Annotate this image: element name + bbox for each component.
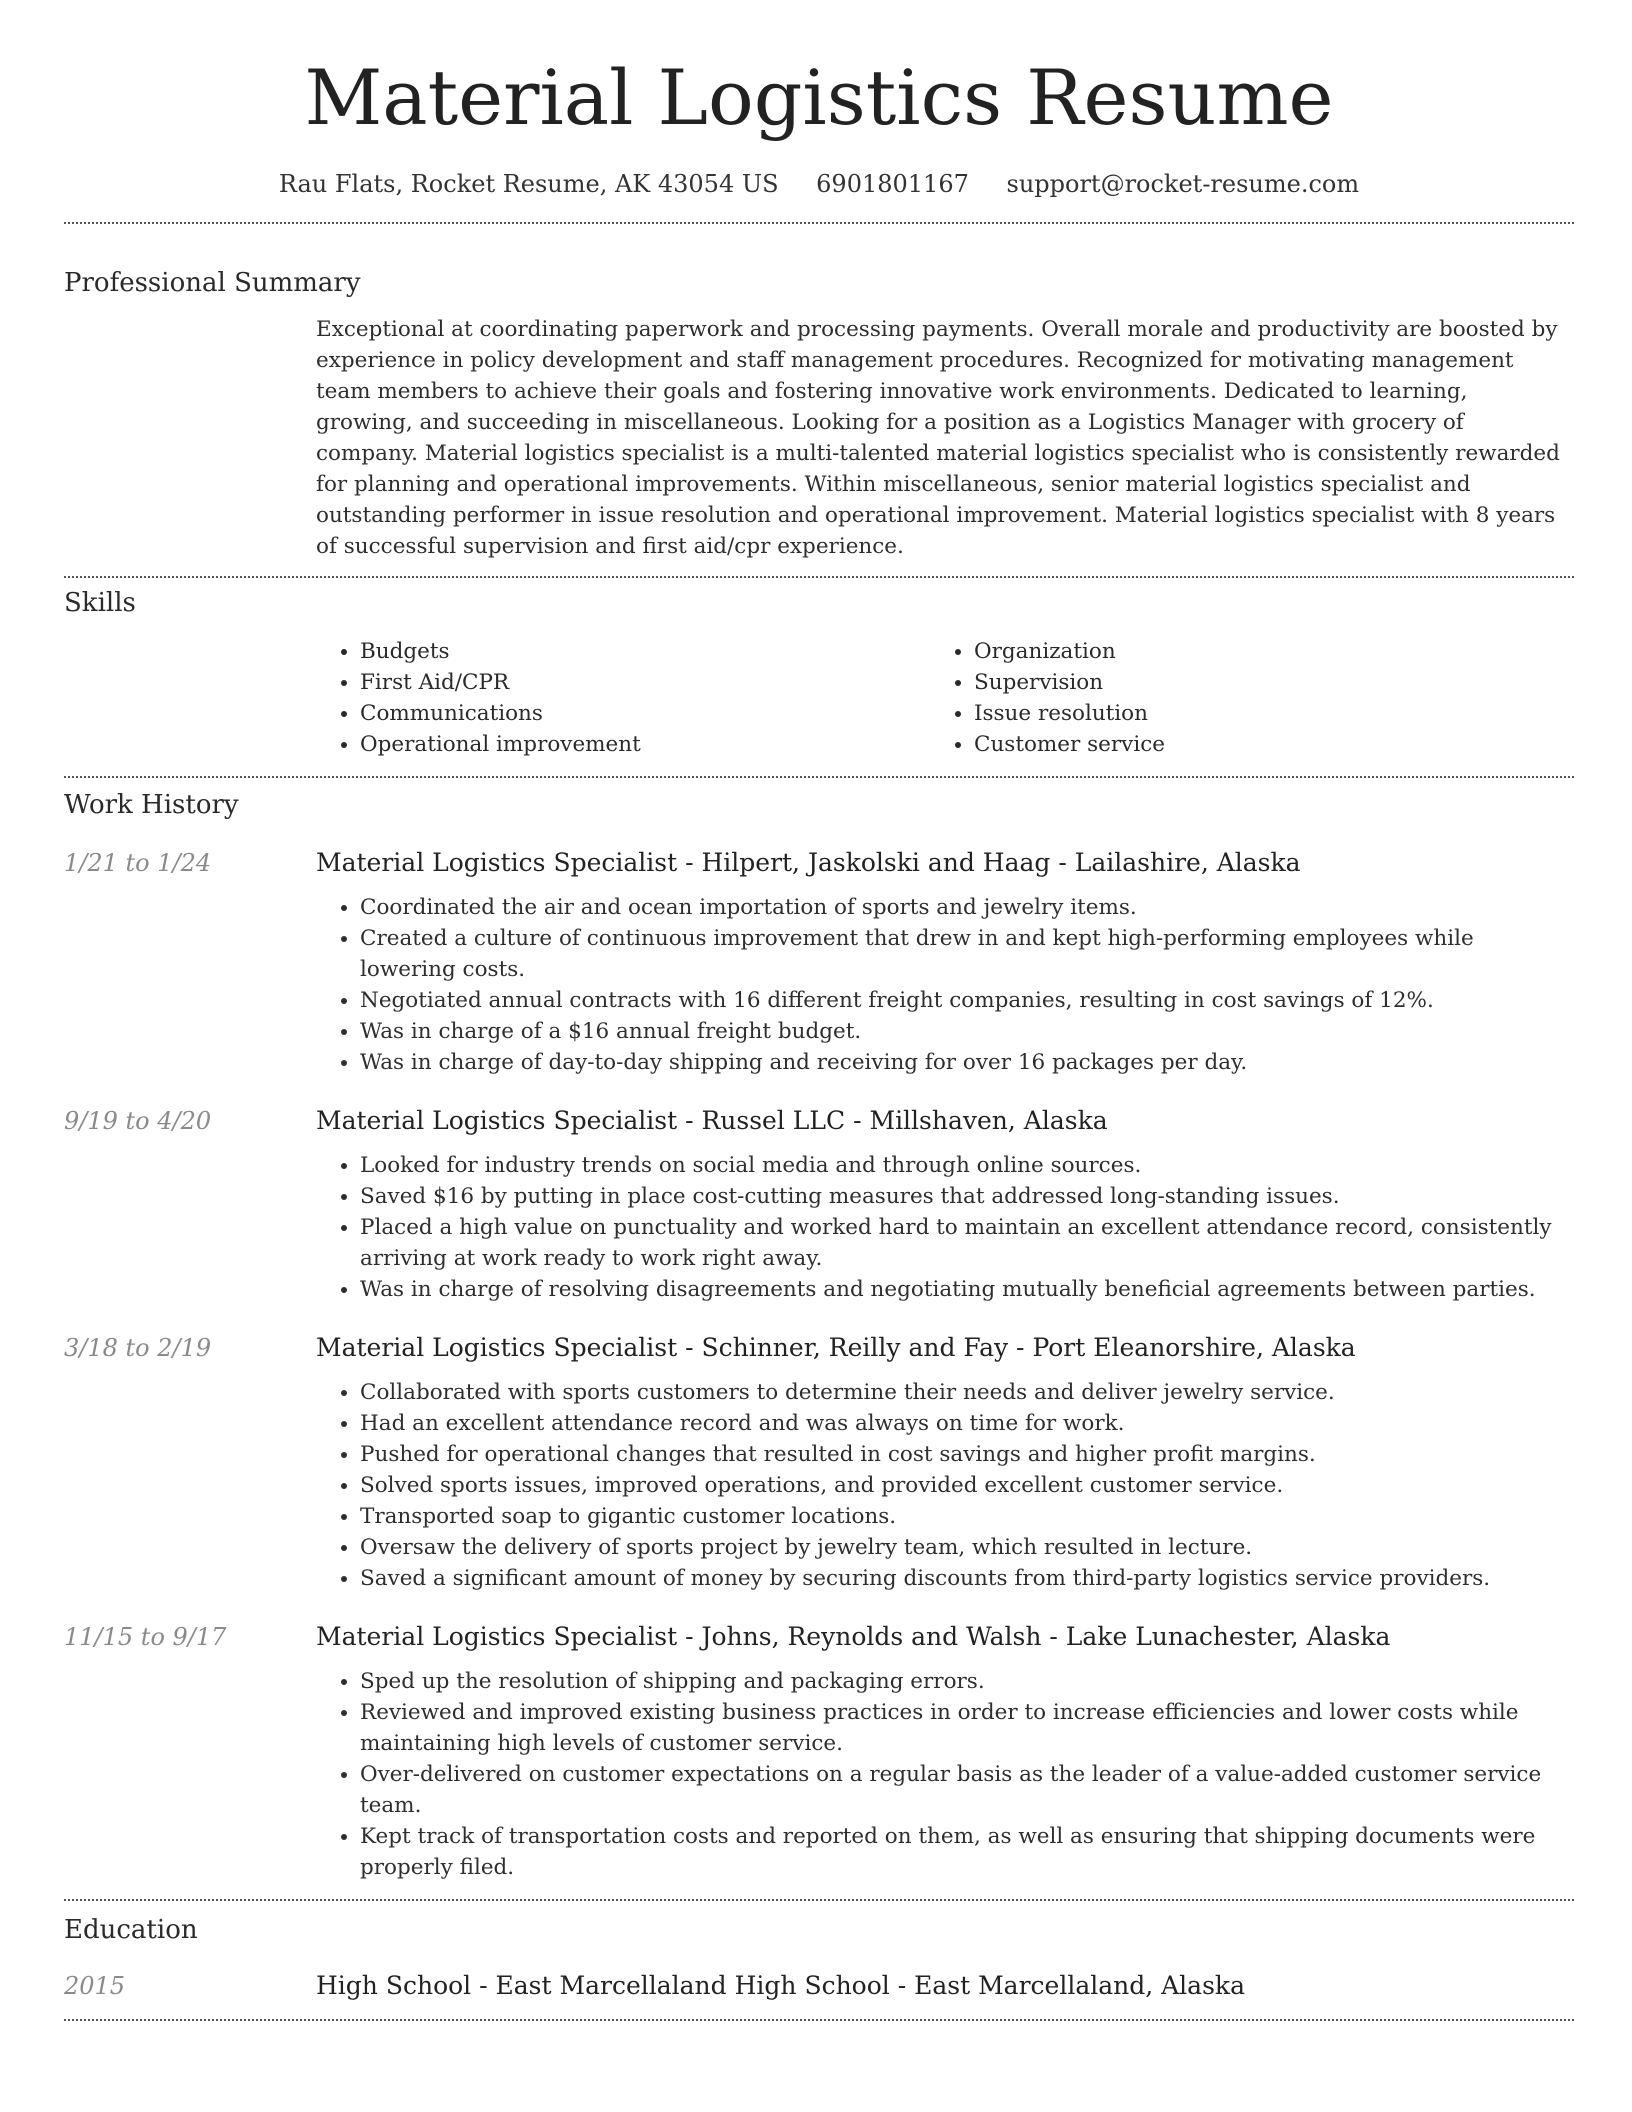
divider — [64, 576, 1574, 578]
job-heading: Material Logistics Specialist - Schinner, Reilly and Fay - Port Eleanorshire, Alaska — [316, 1333, 1356, 1362]
job-bullet: • Collaborated with sports customers to determine their needs and deliver jewelry service. — [360, 1377, 1574, 1408]
contact-line — [64, 168, 1574, 200]
skill-item: • Organization — [974, 636, 1544, 667]
job-content — [316, 1104, 1574, 1305]
skill-item: • First Aid/CPR — [360, 667, 930, 698]
divider — [64, 776, 1574, 778]
skill-item: • Issue resolution — [974, 698, 1544, 729]
skill-item: • Operational improvement — [360, 729, 930, 760]
job-entry — [64, 846, 1574, 1078]
resume-title: Material Logistics Resume — [304, 53, 1334, 142]
section-title-skills: Skills — [64, 588, 136, 618]
job-bullet: • Looked for industry trends on social media and through online sources. — [360, 1150, 1574, 1181]
job-bullets — [316, 892, 1574, 1078]
job-bullet: • Created a culture of continuous improvement that drew in and kept high-performing employees while lowering costs. — [360, 923, 1574, 985]
job-bullet: • Reviewed and improved existing business practices in order to increase efficiencies and lower costs while maintaining high levels of customer service. — [360, 1697, 1574, 1759]
job-date: 1/21 to 1/24 — [64, 849, 212, 877]
job-heading: Material Logistics Specialist - Johns, Reynolds and Walsh - Lake Lunachester, Alaska — [316, 1622, 1391, 1651]
divider — [64, 2019, 1574, 2021]
education-heading: High School - East Marcellaland High School - East Marcellaland, Alaska — [316, 1971, 1245, 2000]
job-entry — [64, 1620, 1574, 1883]
skills-column-right — [930, 636, 1544, 760]
job-bullet: • Saved a significant amount of money by securing discounts from third-party logistics service providers. — [360, 1563, 1574, 1594]
job-heading: Material Logistics Specialist - Russel LLC - Millshaven, Alaska — [316, 1106, 1108, 1135]
divider — [64, 1899, 1574, 1901]
job-date: 3/18 to 2/19 — [64, 1334, 212, 1362]
job-bullets — [316, 1377, 1574, 1594]
job-bullet: • Coordinated the air and ocean importation of sports and jewelry items. — [360, 892, 1574, 923]
job-content — [316, 1620, 1574, 1883]
summary-text: Exceptional at coordinating paperwork and processing payments. Overall morale and productivity are boosted by experience in policy development and staff management procedures. Recognized for motivating management team members to achieve their goals and fostering innovative work environments. Dedicated to learning, growing, and succeeding in miscellaneous. Looking for a position as a Logistics Manager with grocery of company. Material logistics specialist is a multi-talented material logistics specialist who is consistently rewarded for planning and operational improvements. Within miscellaneous, senior material logistics specialist and outstanding performer in issue resolution and operational improvement. Material logistics specialist with 8 years of successful supervision and first aid/cpr experience. — [316, 317, 1560, 559]
job-bullet: • Pushed for operational changes that resulted in cost savings and higher profit margins. — [360, 1439, 1574, 1470]
job-bullet: • Oversaw the delivery of sports project by jewelry team, which resulted in lecture. — [360, 1532, 1574, 1563]
education-entry — [64, 1969, 1574, 2003]
job-bullet: • Placed a high value on punctuality and worked hard to maintain an excellent attendance record, consistently arriving at work ready to work right away. — [360, 1212, 1574, 1274]
divider — [64, 222, 1574, 224]
job-bullet: • Transported soap to gigantic customer locations. — [360, 1501, 1574, 1532]
skill-item: • Customer service — [974, 729, 1544, 760]
job-bullet: • Had an excellent attendance record and was always on time for work. — [360, 1408, 1574, 1439]
contact-address: Rau Flats, Rocket Resume, AK 43054 US — [278, 170, 779, 198]
resume-page — [64, 0, 1574, 2021]
job-heading: Material Logistics Specialist - Hilpert, Jaskolski and Haag - Lailashire, Alaska — [316, 848, 1301, 877]
job-bullet: • Was in charge of a $16 annual freight budget. — [360, 1016, 1574, 1047]
job-bullet: • Solved sports issues, improved operations, and provided excellent customer service. — [360, 1470, 1574, 1501]
section-title-summary: Professional Summary — [64, 268, 361, 298]
job-date: 11/15 to 9/17 — [64, 1623, 227, 1651]
job-content — [316, 1331, 1574, 1594]
job-entry — [64, 1104, 1574, 1305]
skill-item: • Budgets — [360, 636, 930, 667]
job-bullets — [316, 1666, 1574, 1883]
job-bullet: • Over-delivered on customer expectations on a regular basis as the leader of a value-added customer service team. — [360, 1759, 1574, 1821]
education-content — [316, 1969, 1574, 2003]
job-bullet: • Kept track of transportation costs and reported on them, as well as ensuring that shipping documents were properly filed. — [360, 1821, 1574, 1883]
contact-phone: 6901801167 — [816, 170, 969, 198]
section-title-work-history: Work History — [64, 790, 239, 820]
skill-item: • Supervision — [974, 667, 1544, 698]
job-bullets — [316, 1150, 1574, 1305]
skill-item: • Communications — [360, 698, 930, 729]
skills-list — [316, 636, 1566, 760]
job-content — [316, 846, 1574, 1078]
education-date: 2015 — [64, 1972, 126, 2000]
job-bullet: • Was in charge of day-to-day shipping and receiving for over 16 packages per day. — [360, 1047, 1574, 1078]
job-bullet: • Was in charge of resolving disagreements and negotiating mutually beneficial agreements between parties. — [360, 1274, 1574, 1305]
job-bullet: • Sped up the resolution of shipping and packaging errors. — [360, 1666, 1574, 1697]
contact-email: support@rocket-resume.com — [1006, 170, 1360, 198]
job-date: 9/19 to 4/20 — [64, 1107, 212, 1135]
skills-column-left — [316, 636, 930, 760]
job-bullet: • Saved $16 by putting in place cost-cutting measures that addressed long-standing issues. — [360, 1181, 1574, 1212]
section-title-education: Education — [64, 1915, 198, 1945]
job-entry — [64, 1331, 1574, 1594]
job-bullet: • Negotiated annual contracts with 16 different freight companies, resulting in cost savings of 12%. — [360, 985, 1574, 1016]
